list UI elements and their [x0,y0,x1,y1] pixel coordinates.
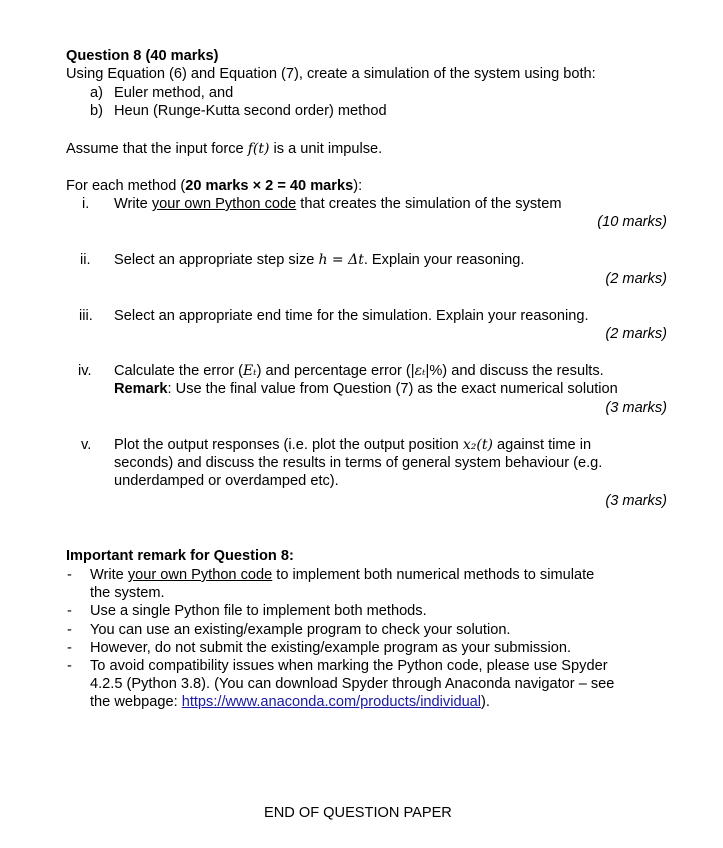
bullet-dash: - [67,622,72,638]
method-a-label: a) [90,85,103,101]
item-iii-marks: (2 marks) [605,326,667,342]
remarks-title: Important remark for Question 8: [66,548,294,564]
bullet-dash: - [67,640,72,656]
bullet-5-line3: the webpage: https://www.anaconda.com/products/individual). [90,694,490,710]
bullet-4: However, do not submit the existing/example program as your submission. [90,640,572,656]
question-intro: Using Equation (6) and Equation (7), create a simulation of the system using both: [66,66,596,82]
item-v-text-line2: seconds) and discuss the results in terms of general system behaviour (e.g. [114,455,603,471]
bullet-5-line1: To avoid compatibility issues when marking the Python code, please use Spyder [90,658,608,674]
item-iv-number: iv. [78,363,92,379]
bullet-1-line2: the system. [90,585,165,601]
item-ii-text: Select an appropriate step size h = Δt. Explain your reasoning. [114,252,525,268]
anaconda-link[interactable]: https://www.anaconda.com/products/individual [181,694,482,710]
item-iv-remark: Remark: Use the final value from Question (7) as the exact numerical solution [114,381,618,397]
item-v-number: v. [81,437,92,453]
item-v-text-line3: underdamped or overdamped etc). [114,473,339,489]
item-v-marks: (3 marks) [605,493,667,509]
question-title: Question 8 (40 marks) [66,48,219,64]
bullet-dash: - [67,567,72,583]
item-i-number: i. [82,196,90,212]
item-i-text: Write your own Python code that creates the simulation of the system [114,196,562,212]
bullet-5-line2: 4.2.5 (Python 3.8). (You can download Spyder through Anaconda navigator – see [90,676,615,692]
each-method-line: For each method (20 marks × 2 = 40 marks): [66,178,363,194]
method-b-label: b) [90,103,103,119]
item-ii-marks: (2 marks) [605,271,667,287]
item-iii-number: iii. [79,308,93,324]
item-ii-number: ii. [80,252,91,268]
end-of-paper: END OF QUESTION PAPER [264,805,452,821]
method-a-text: Euler method, and [114,85,234,101]
bullet-dash: - [67,603,72,619]
bullet-3: You can use an existing/example program to check your solution. [90,622,511,638]
item-v-text-line1: Plot the output responses (i.e. plot the output position x₂(t) against time in [114,437,592,453]
bullet-2: Use a single Python file to implement both methods. [90,603,427,619]
item-iii-text: Select an appropriate end time for the simulation. Explain your reasoning. [114,308,589,324]
method-b-text: Heun (Runge-Kutta second order) method [114,103,387,119]
item-iv-text: Calculate the error (Eₜ) and percentage error (|εₜ|%) and discuss the results. [114,363,604,379]
item-i-marks: (10 marks) [597,214,667,230]
bullet-dash: - [67,658,72,674]
item-iv-marks: (3 marks) [605,400,667,416]
assume-line: Assume that the input force f(t) is a unit impulse. [66,141,383,157]
bullet-1-line1: Write your own Python code to implement both numerical methods to simulate [90,567,595,583]
